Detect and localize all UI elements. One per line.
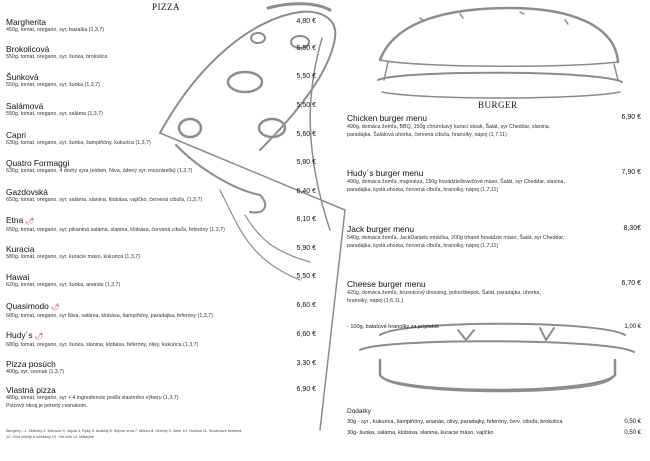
pizza-item-price: 6,40 € [296, 188, 316, 195]
fries-addon [347, 323, 641, 332]
pizza-item-price: 5,90 € [296, 245, 316, 252]
pizza-item [6, 272, 316, 290]
pizza-item-name: Quatro Formaggi [6, 158, 70, 168]
pizza-item-name: Pizza posúch [6, 359, 56, 369]
burger-item-name: Hudy´s burger menu [347, 168, 424, 178]
pizza-item-name: Margherita [6, 17, 47, 27]
pizza-item-price: 6,60 € [296, 331, 316, 338]
pizza-item-price: 6,60 € [296, 302, 316, 309]
pizza-item-name: Brokolicová [6, 44, 50, 54]
pizza-item-price: 5,80 € [296, 159, 316, 166]
burger-item-name: Cheese burger menu [347, 279, 426, 289]
pizza-item [6, 301, 316, 321]
burger-item-description: 490g, domáca žemľa ,majonéza, 150g hovädzie/bravčové mäso, Šalát, syr Cheddar, slanina, [347, 179, 565, 185]
pizza-item-name: Hawai [6, 272, 30, 282]
pizza-item [6, 385, 316, 410]
burger-icon [360, 8, 634, 392]
allergen-note [6, 428, 306, 440]
extras-item [347, 418, 641, 427]
chili-pepper-icon: 🌶 [50, 304, 60, 311]
pizza-item [6, 244, 316, 262]
pizza-item [6, 44, 316, 62]
pizza-item [6, 101, 316, 119]
pizza-item-description: 680g, tomat, oregano, syr Niva, saláma, klobása, šampiňóny, paradajka, feferóny (1,3,7) [6, 313, 213, 319]
pizza-item-price: 6,90 € [296, 386, 316, 393]
pizza-item-description: 680g, tomat, oregano, syr, šunka, slanina, klobása, feferóny, olivy, kukurica (1,3,7) [6, 342, 199, 348]
burger-heading: BURGER [478, 100, 518, 110]
pizza-item-name: Salámová [6, 101, 44, 111]
pizza-item-description: 450g, tomat, oregano, syr, bazalka (1,3,7) [6, 27, 105, 33]
pizza-item-description: Pizzový okraj je potretý cesnakom. [6, 402, 88, 409]
burger-item-name: Jack burger menu [347, 224, 415, 234]
pizza-item [6, 72, 316, 90]
pizza-item-description: 550g, tomat, oregano, syr, šunka, brokolica [6, 54, 108, 60]
fries-addon-price: 1,00 € [624, 324, 641, 330]
pizza-item-price: 5,50 € [296, 45, 316, 52]
chili-pepper-icon: 🌶 [25, 218, 35, 225]
burger-item-description: 490g, domáca žemľa, BBQ, 150g chrumkavý kurací steak, Šalát, syr Cheddar, slanina, [347, 124, 551, 130]
pizza-item-description: 550g, tomat, oregano, syr, saláma (1,3,7) [6, 111, 103, 117]
burger-item-name: Chicken burger menu [347, 113, 428, 123]
burger-item-description: paradajka, kyslá uhorka, červená cibuľa, hranolky, nápoj (1,7,11) [347, 243, 499, 249]
pizza-item-description: 550g, tomat, oregano, syr, šunka (1,3,7) [6, 82, 100, 88]
burger-item [347, 168, 641, 194]
pizza-item-description: 400g, syr, cesnak (1,3,7) [6, 369, 65, 375]
burger-item-price: 6,90 € [621, 114, 641, 121]
pizza-item-description: 650g, tomat, oregano, syr, pikantná saláma, slanina, klobása, červená cibuľa, feferóny (1,3,7) [6, 227, 225, 233]
pizza-item-name: Šunková [6, 72, 39, 82]
allergen-line: Alergény - 1. Obilniny 2. Kôrovce 3. Vajcia 4. Ryby 5. Arašidy 6. Sójové zrná 7. Mlieko 8. Orechy 9. Zeler 10. Horčica 11. Sezamové semená [6, 429, 242, 433]
pizza-item-price: 4,80 € [296, 18, 316, 25]
extras-title: Dodatky [347, 408, 371, 415]
pizza-item-name: Capri [6, 130, 27, 140]
extras-item-label: 30g - syr , kukurica, šampiňóny, ananás, olivy, paradajky, feferóny, červ. cibuľa, brokolica [347, 419, 563, 425]
burger-item [347, 113, 641, 139]
pizza-item-description: 580g, tomat, oregano, syr, kuracie mäso, kukurica (1,3,7) [6, 254, 140, 260]
burger-item [347, 279, 641, 305]
pizza-item [6, 130, 316, 148]
pizza-item [6, 330, 316, 350]
burger-item-price: 6,70 € [621, 280, 641, 287]
pizza-item-description: 630g, tomat, oregano, 4 druhy syra (eidam, Niva, údený syr, mozzarella) (1,3,7) [6, 168, 193, 174]
pizza-item-name: Gazdovská [6, 187, 48, 197]
extras-item-price: 0,50 € [624, 430, 641, 436]
burger-item [347, 224, 641, 250]
pizza-item-name: Hudy´s 🌶 [6, 330, 44, 340]
pizza-item-description: 480g, tomat, oregano, syr + 4 ingrediencie podľa vlastného výberu (1,3,7) [6, 395, 179, 401]
pizza-item [6, 215, 316, 235]
pizza-item-price: 5,50 € [296, 73, 316, 80]
pizza-item-name: Etna 🌶 [6, 215, 35, 225]
pizza-item [6, 187, 316, 205]
extras-item-price: 0,50 € [624, 419, 641, 425]
pizza-item-price: 3,30 € [296, 360, 316, 367]
burger-item-price: 8,30€ [623, 225, 641, 232]
pizza-item-price: 5,50 € [296, 273, 316, 280]
pizza-item-price: 5,50 € [296, 102, 316, 109]
allergen-line: 12. Oxid siričitý a siričitany 13. Vlčí bôb 14. Mäkkýše [6, 435, 95, 439]
pizza-heading: PIZZA [152, 2, 180, 12]
burger-item-description: paradajka, Šalátová uhorka, červená cibuľa, hranolky, nápoj (1,7,11) [347, 132, 507, 138]
pizza-item [6, 158, 316, 176]
pizza-item-description: 650g, tomat, oregano, syr, saláma, slanina, klobása, vajíčko, červená cibuľa, (1,3,7) [6, 197, 203, 203]
pizza-item [6, 359, 316, 377]
pizza-item-description: 620g, tomat, oregano, syr, šunka, ananás (1,3,7) [6, 282, 121, 288]
burger-item-price: 7,90 € [621, 169, 641, 176]
pizza-item-price: 5,60 € [296, 131, 316, 138]
pizza-item-price: 6,10 € [296, 216, 316, 223]
pizza-item-name: Vlastná pizza [6, 385, 56, 395]
burger-item-description: 420g, domáca žemľa, brusnicový dressing, polooštiepok, Šalát, paradajka, uhorka, [347, 290, 541, 296]
pizza-item [6, 17, 316, 35]
extras-item-label: 30g- šunka, saláma, klobása, slanina, kuracie mäso, vajíčko [347, 430, 494, 436]
fries-addon-label: - 100g, batatové hranolky za príplatok [347, 324, 440, 330]
pizza-item-description: 630g, tomat, oregano, syr, šunka, šampiňóny, kukurica (1,3,7) [6, 140, 151, 146]
chili-pepper-icon: 🌶 [34, 333, 44, 340]
burger-item-description: 540g, domáca žemľa, JackDaniels omáčka, 200g trhané hovädzie mäso, Šalát, syr Cheddar, [347, 235, 565, 241]
extras-item [347, 429, 641, 438]
burger-item-description: hranolky, nápoj (1,6,11,) [347, 298, 404, 304]
pizza-item-name: Quasimodo 🌶 [6, 301, 60, 311]
burger-item-description: paradajka, kyslá uhorka, červená cibuľa, hranolky, nápoj (1,7,11) [347, 187, 499, 193]
pizza-item-name: Kuracia [6, 244, 35, 254]
